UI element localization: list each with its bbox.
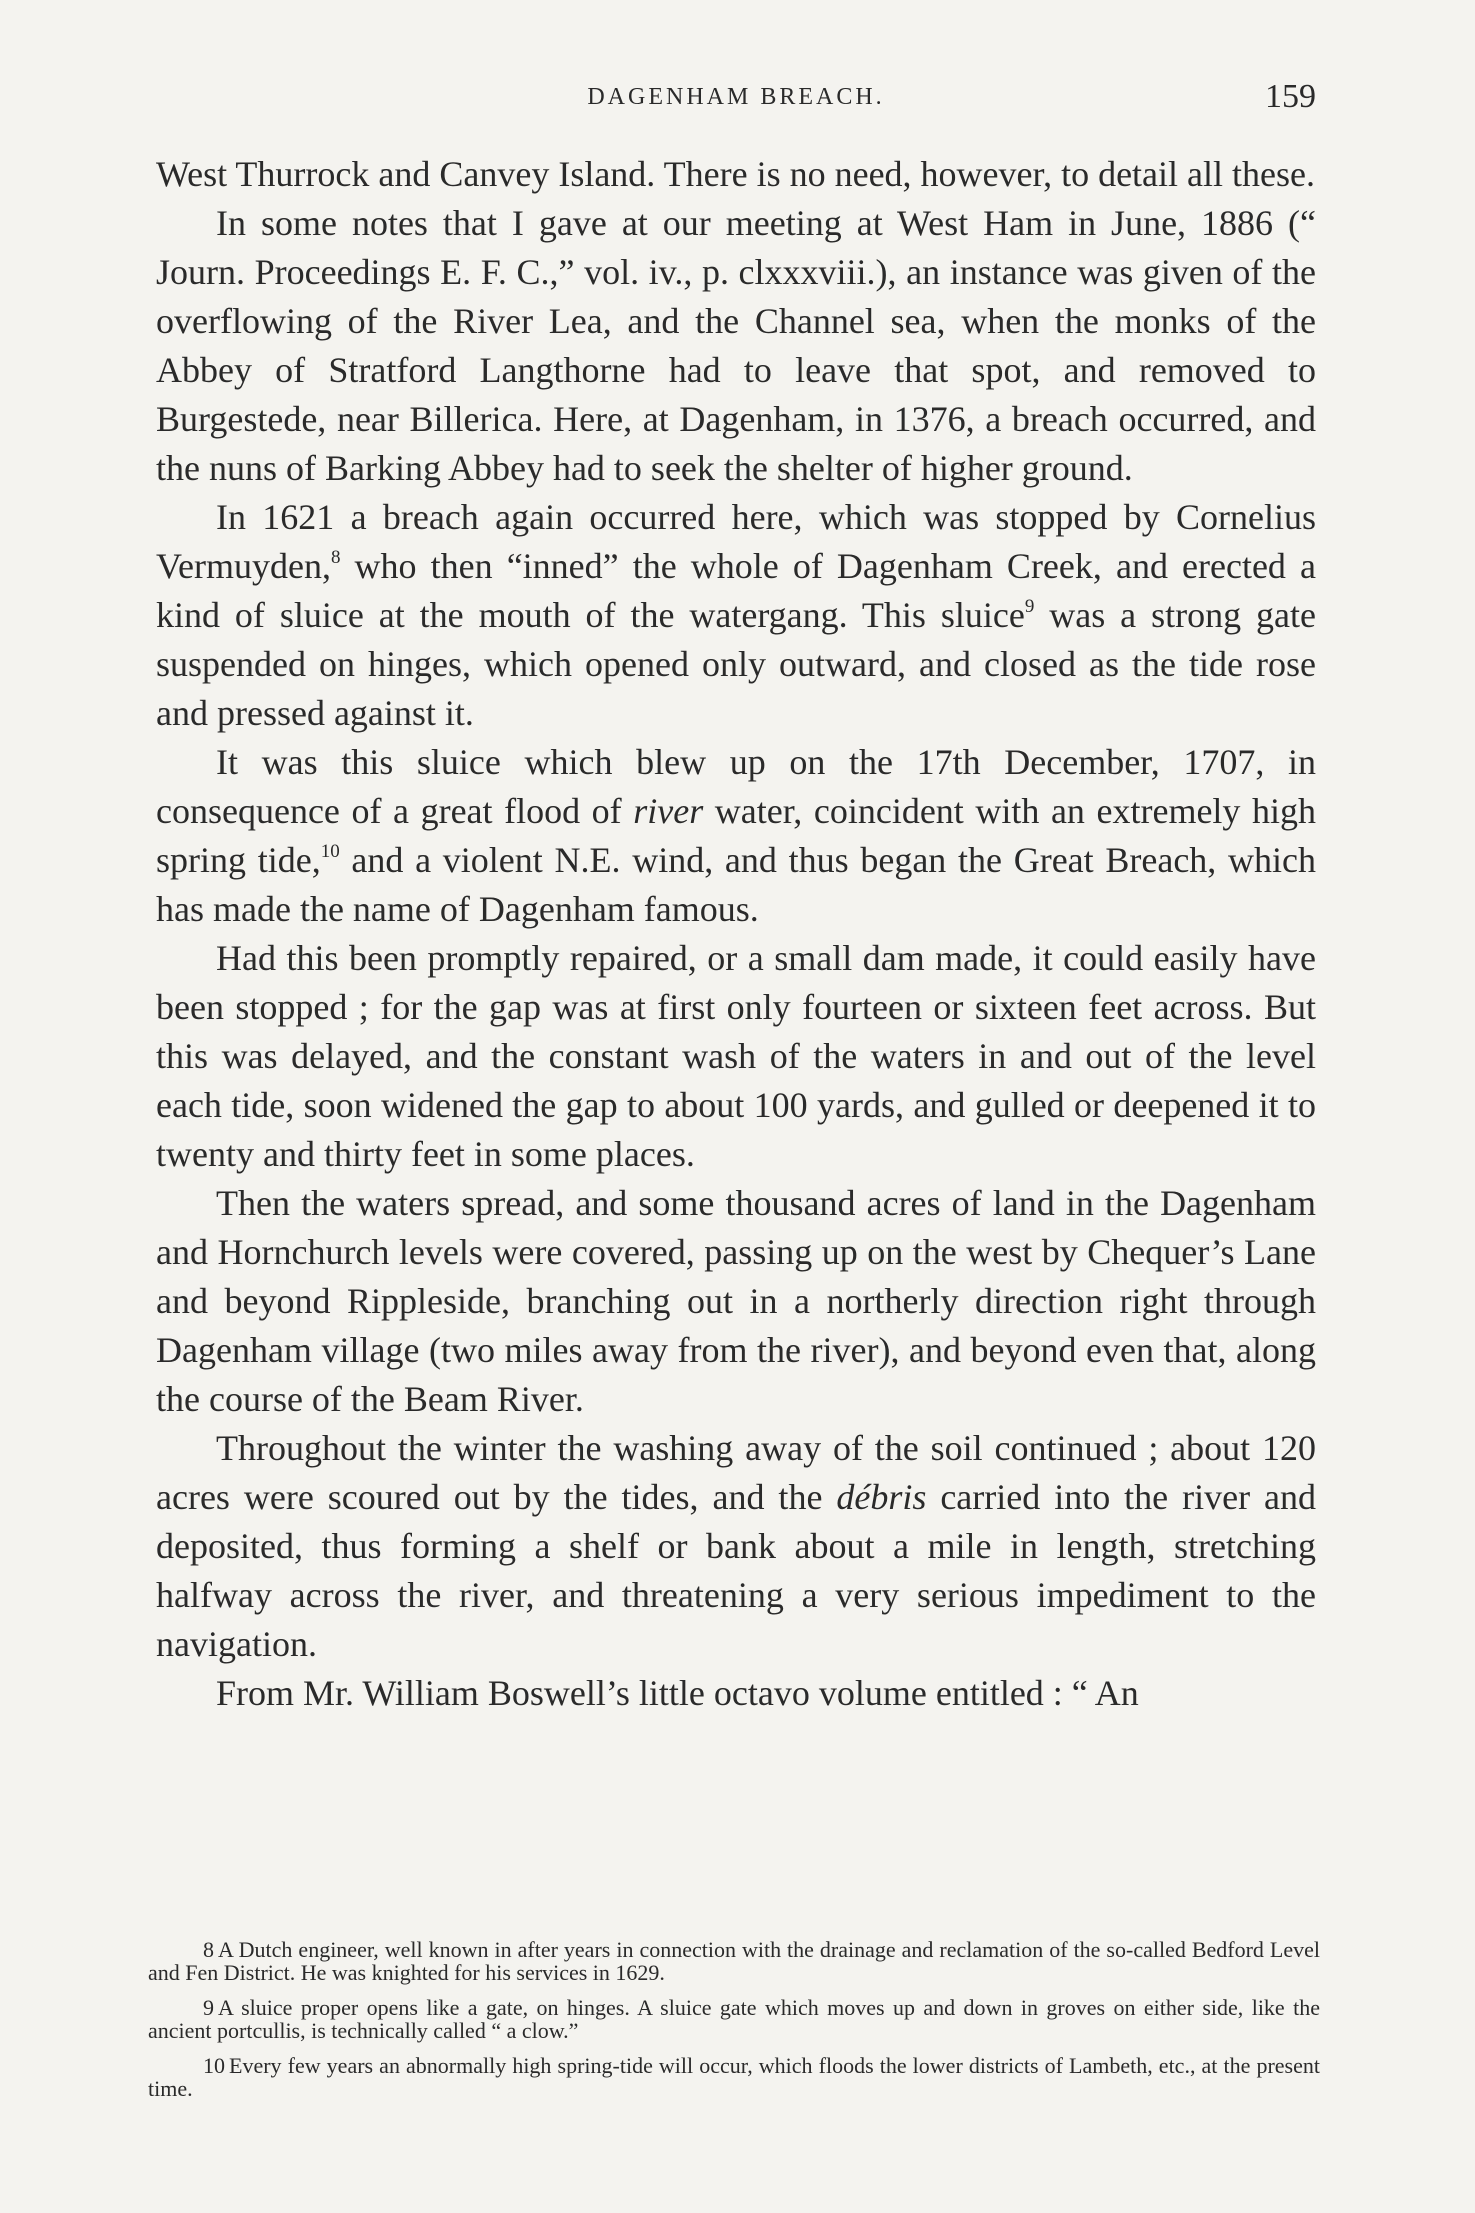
page-number: 159 <box>1265 78 1316 115</box>
running-head: DAGENHAM BREACH. <box>587 84 885 110</box>
footnote-number: 10 <box>203 2053 225 2078</box>
footnote <box>148 2054 1320 2100</box>
body-text <box>156 150 1316 1718</box>
emphasis: river <box>633 791 704 831</box>
footnote-ref: 8 <box>330 547 341 568</box>
text-run: and a violent N.E. wind, and thus began the Great Breach, which has made the name of Dagenham famous. <box>156 840 1317 929</box>
footnote-ref: 10 <box>320 841 340 862</box>
text-run: Throughout the winter the washing away of the soil continued ; about 120 acres were scoured out by the tides, and the <box>156 1428 1316 1517</box>
text-run: carried into the river and deposited, thus forming a shelf or bank about a mile in length, stretching halfway across the river, and threatening a very serious impediment to the navigation. <box>156 1477 1316 1664</box>
paragraph <box>156 493 1316 738</box>
text-run: who then “inned” the whole of Dagenham Creek, and erected a kind of sluice at the mouth of the watergang. This sluice <box>156 546 1316 635</box>
footnote-text: A sluice proper opens like a gate, on hinges. A sluice gate which moves up and down in groves on either side, like the ancient portcullis, is technically called “ a clow.” <box>148 1995 1320 2043</box>
footnote-ref: 9 <box>1024 596 1035 617</box>
paragraph: Had this been promptly repaired, or a small dam made, it could easily have been stopped ; for the gap was at first only fourteen or sixteen feet across. But this was delayed, and the constant wash of the waters in and out of the level each tide, soon widened the gap to about 100 yards, and gulled or deepened it to twenty and thirty feet in some places. <box>156 938 1316 1174</box>
text-run: In 1621 a breach again occurred here, which was stopped by Cornelius Vermuyden, <box>156 497 1316 586</box>
paragraph: From Mr. William Boswell’s little octavo volume entitled : “ An <box>216 1673 1139 1713</box>
emphasis: débris <box>836 1477 927 1517</box>
footnote <box>148 1996 1320 2042</box>
footnote-text: A Dutch engineer, well known in after years in connection with the drainage and reclamation of the so-called Bedford Level and Fen District. He was knighted for his services in 1629. <box>148 1937 1320 1985</box>
text-run: It was this sluice which blew up on the 17th December, 1707, in consequence of a great flood of <box>156 742 1316 831</box>
paragraph <box>156 1424 1316 1669</box>
footnote-number: 8 <box>203 1937 214 1962</box>
footnote-text: Every few years an abnormally high spring-tide will occur, which floods the lower districts of Lambeth, etc., at the present time. <box>148 2053 1320 2101</box>
paragraph: Then the waters spread, and some thousand acres of land in the Dagenham and Hornchurch levels were covered, passing up on the west by Chequer’s Lane and beyond Rippleside, branching out in a northerly direction right through Dagenham village (two miles away from the river), and beyond even that, along the course of the Beam River. <box>156 1183 1316 1419</box>
text-run: water, coincident with an extremely high spring tide, <box>156 791 1317 880</box>
page-header <box>156 78 1316 128</box>
paragraph <box>156 738 1316 934</box>
footnotes <box>148 1938 1320 2112</box>
paragraph: In some notes that I gave at our meeting at West Ham in June, 1886 (“ Journ. Proceedings E. F. C.,” vol. iv., p. clxxxviii.), an instance was given of the overflowing of the River Lea, and the Channel sea, when the monks of the Abbey of Stratford Langthorne had to leave that spot, and removed to Burgestede, near Billerica. Here, at Dagenham, in 1376, a breach occurred, and the nuns of Barking Abbey had to seek the shelter of higher ground. <box>156 203 1316 488</box>
footnote <box>148 1938 1320 1984</box>
text-run: was a strong gate suspended on hinges, which opened only outward, and closed as the tide rose and pressed against it. <box>156 595 1316 733</box>
paragraph-continued: West Thurrock and Canvey Island. There is no need, however, to detail all these. <box>156 154 1315 194</box>
footnote-number: 9 <box>203 1995 214 2020</box>
